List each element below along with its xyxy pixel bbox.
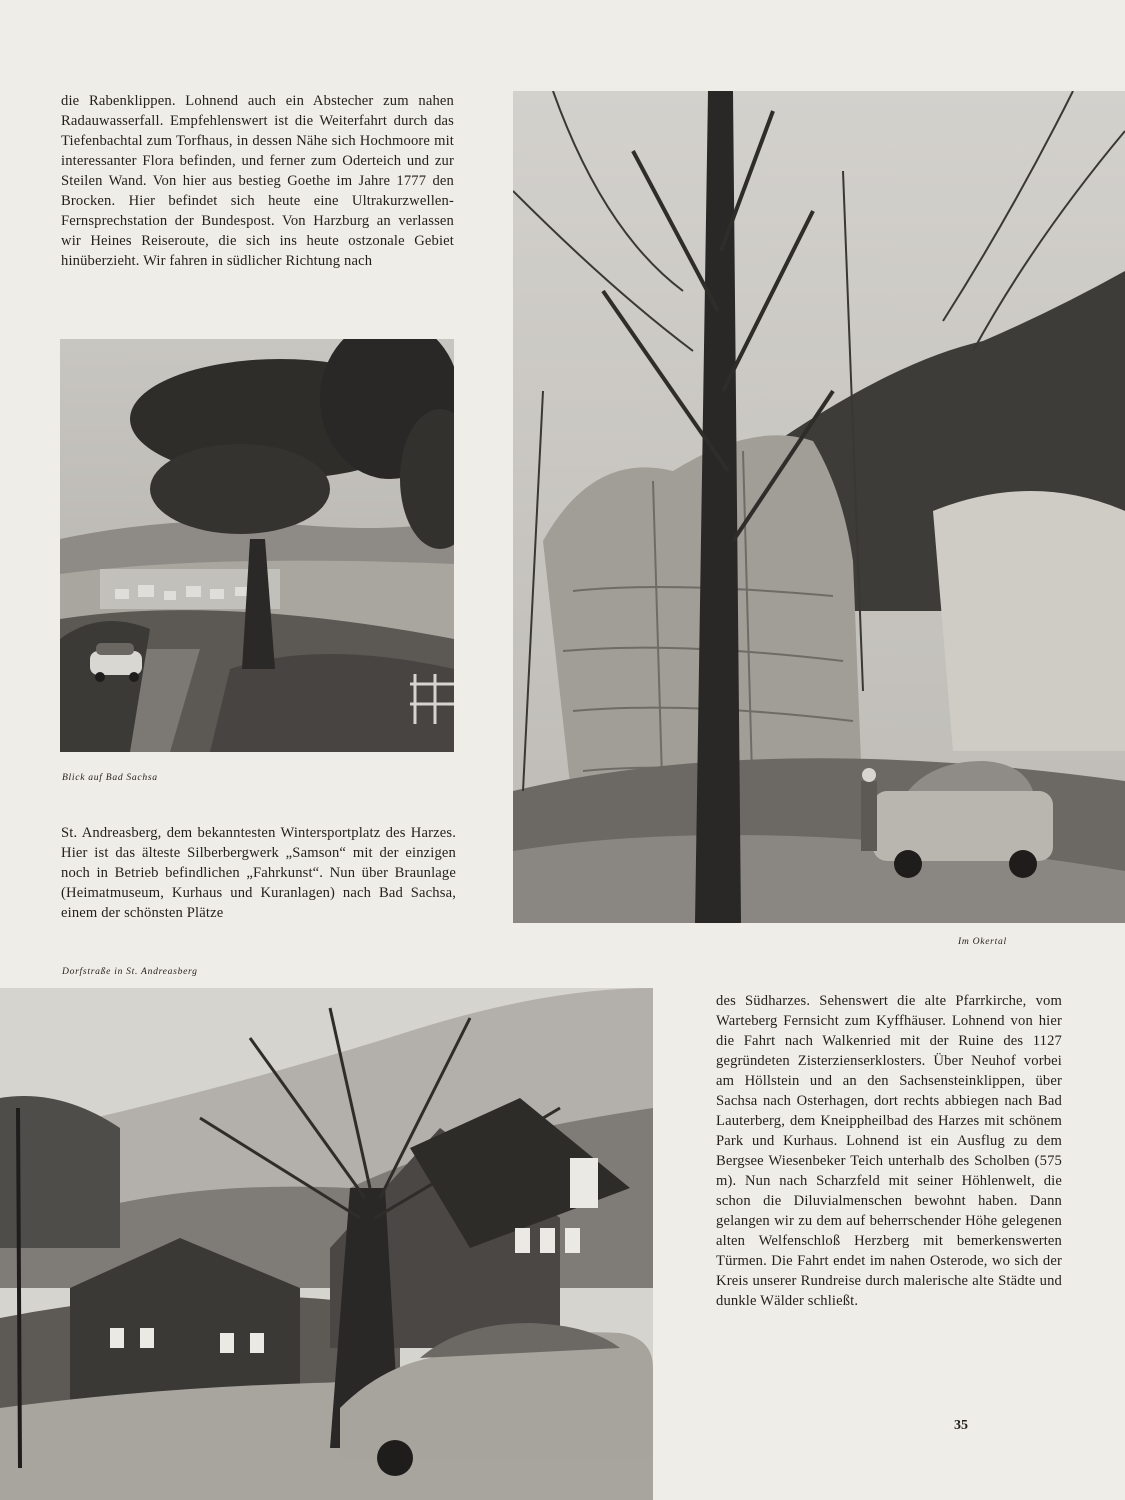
paragraph-middle: St. Andreasberg, dem bekanntesten Wintersportplatz des Harzes. Hier ist das älteste Silberbergwerk „Samson“ mit der einzigen noch in Betrieb befindlichen „Fahrkunst“. Nun über Braunlage (Heimatmuseum, Kurhaus und Kuranlagen) nach Bad Sachsa, einem der schönsten Plätze (61, 825, 456, 921)
photo-andreasberg (0, 988, 653, 1500)
page-number: 35 (954, 1418, 968, 1433)
paragraph-bottom: des Südharzes. Sehenswert die alte Pfarrkirche, vom Warteberg Fernsicht zum Kyffhäuser. Lohnend von hier die Fahrt nach Walkenried mit der Ruine des 1127 gegründeten Zisterzienserklosters. Über Neuhof vorbei am Höllstein und an den Sachsensteinklippen, über Sachsa nach Osterhagen, dort rechts abbiegen nach Bad Lauterberg, dem Kneippheilbad des Harzes mit schönem Park und Kurhaus. Lohnend ist ein Ausflug zu dem Bergsee Wiesenbeker Teich unterhalb des Scholben (575 m). Nun nach Scharzfeld mit seiner Höhlenwelt, die schon die Diluvialmenschen bewohnt haben. Dann gelangen wir zu dem auf beherrschender Höhe gelegenen alten Welfenschloß Herzberg mit bemerkenswerten Türmen. Die Fahrt endet im nahen Osterode, wo sich der Kreis unserer Rundreise durch malerische alte Städte und dunkle Wälder schließt. (716, 993, 1062, 1309)
text-column-top (61, 91, 454, 271)
text-column-middle (61, 823, 456, 923)
caption-okertal: Im Okertal (958, 936, 1007, 947)
caption-andreasberg: Dorfstraße in St. Andreasberg (62, 966, 198, 977)
caption-bad-sachsa: Blick auf Bad Sachsa (62, 772, 158, 783)
photo-bad-sachsa (60, 339, 454, 752)
photo-okertal (513, 91, 1125, 923)
paragraph-top: die Rabenklippen. Lohnend auch ein Abstecher zum nahen Radauwasserfall. Empfehlenswert ist die Weiterfahrt durch das Tiefenbachtal zum Torfhaus, in dessen Nähe sich Hochmoore mit interessanter Flora befinden, und ferner zum Oderteich und zur Steilen Wand. Von hier aus bestieg Goethe im Jahre 1777 den Brocken. Hier befindet sich heute eine Ultrakurzwellen-Fernsprechstation der Bundespost. Von Harzburg an verlassen wir Heines Reiseroute, die sich ins heute ostzonale Gebiet hinüberzieht. Wir fahren in südlicher Richtung nach (61, 93, 454, 269)
text-column-bottom (716, 991, 1062, 1311)
